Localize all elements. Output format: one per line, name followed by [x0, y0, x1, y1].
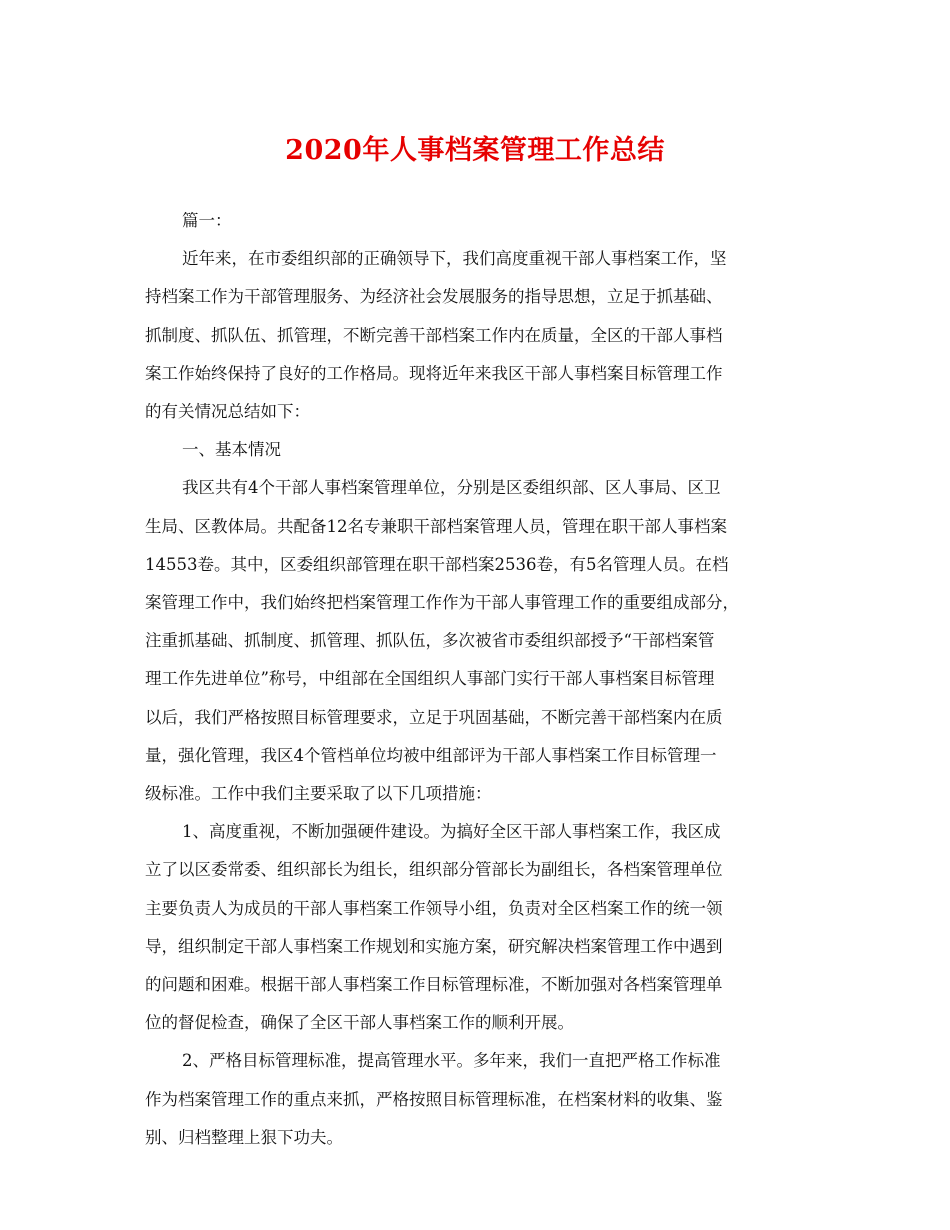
paragraph-measure-2 — [145, 1042, 805, 1157]
paragraph-measure-1 — [145, 813, 805, 1042]
text-line: 的有关情况总结如下： — [145, 402, 310, 422]
text-line: 理工作先进单位”称号，中组部在全国组织人事部门实行干部人事档案目标管理 — [145, 669, 715, 689]
paragraph-heading-part-one — [145, 202, 805, 240]
text-line: 2、严格目标管理标准，提高管理水平。多年来，我们一直把严格工作标准 — [182, 1051, 721, 1071]
text-line: 1、高度重视，不断加强硬件建设。为搞好全区干部人事档案工作，我区成 — [182, 822, 721, 842]
text-line: 篇一： — [182, 211, 232, 230]
paragraph-basic-situation — [145, 469, 805, 813]
text-line: 以后，我们严格按照目标管理要求，立足于巩固基础，不断完善干部档案内在质 — [145, 707, 723, 727]
text-line: 位的督促检查，确保了全区干部人事档案工作的顺利开展。 — [145, 1013, 574, 1033]
text-line: 主要负责人为成员的干部人事档案工作领导小组，负责对全区档案工作的统一领 — [145, 898, 723, 918]
text-line: 案工作始终保持了良好的工作格局。现将近年来我区干部人事档案目标管理工作 — [145, 363, 723, 383]
text-line: 量，强化管理，我区4个管档单位均被中组部评为干部人事档案工作目标管理一 — [145, 745, 717, 765]
text-line: 导，组织制定干部人事档案工作规划和实施方案，研究解决档案管理工作中遇到 — [145, 936, 723, 956]
document-title: 2020年人事档案管理工作总结 — [285, 135, 665, 166]
text-line: 抓制度、抓队伍、抓管理，不断完善干部档案工作内在质量，全区的干部人事档 — [145, 325, 723, 345]
text-line: 案管理工作中，我们始终把档案管理工作作为干部人事管理工作的重要组成部分， — [145, 593, 739, 613]
text-line: 立了以区委常委、组织部长为组长，组织部分管部长为副组长，各档案管理单位 — [145, 860, 723, 880]
text-line: 的问题和困难。根据干部人事档案工作目标管理标准，不断加强对各档案管理单 — [145, 975, 723, 995]
text-line: 我区共有4个干部人事档案管理单位，分别是区委组织部、区人事局、区卫 — [182, 478, 721, 498]
document-body — [145, 202, 805, 1157]
text-line: 别、归档整理上狠下功夫。 — [145, 1127, 343, 1147]
paragraph-intro — [145, 240, 805, 431]
text-line: 一、基本情况 — [182, 440, 281, 460]
text-line: 14553卷。其中，区委组织部管理在职干部档案2536卷，有5名管理人员。在档 — [145, 554, 729, 574]
section-heading-basic-situation — [145, 431, 805, 469]
text-line: 持档案工作为干部管理服务、为经济社会发展服务的指导思想，立足于抓基础、 — [145, 287, 723, 307]
text-line: 级标准。工作中我们主要采取了以下几项措施： — [145, 784, 492, 804]
text-line: 注重抓基础、抓制度、抓管理、抓队伍，多次被省市委组织部授予“干部档案管 — [145, 631, 715, 651]
text-line: 近年来，在市委组织部的正确领导下，我们高度重视干部人事档案工作，坚 — [182, 249, 727, 269]
text-line: 作为档案管理工作的重点来抓，严格按照目标管理标准，在档案材料的收集、鉴 — [145, 1089, 723, 1109]
text-line: 生局、区教体局。共配备12名专兼职干部档案管理人员，管理在职干部人事档案 — [145, 516, 727, 536]
